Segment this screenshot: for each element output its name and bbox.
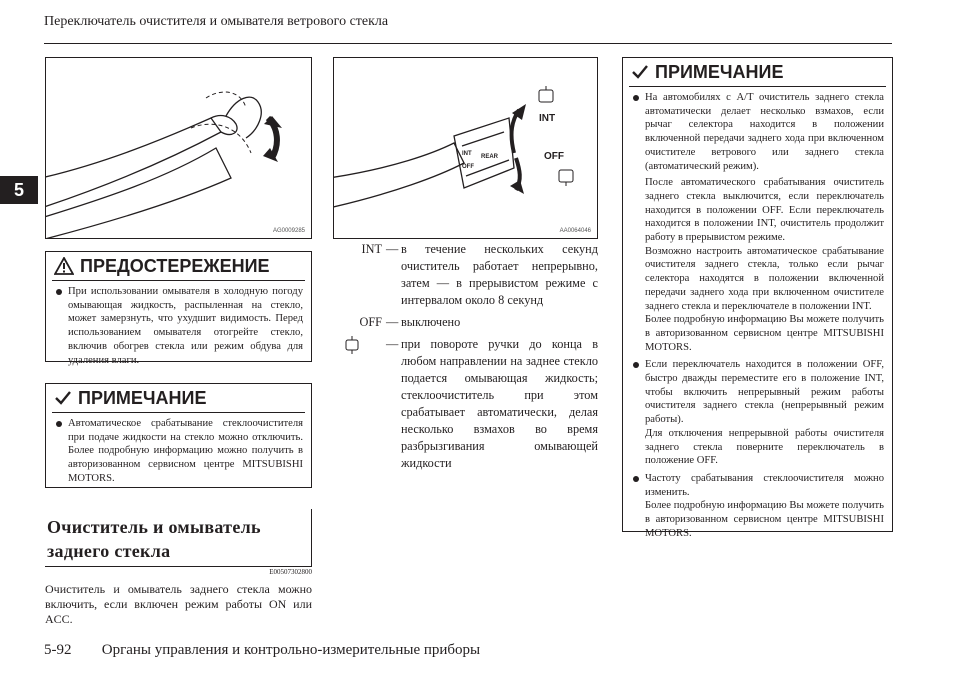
int-small-label: INT xyxy=(462,151,472,157)
note-item-continuation: Более подробную информацию Вы можете получить в авторизованном сервисном центре MITSUBISHI MOTORS. xyxy=(645,500,884,539)
figure-wiper-stalk xyxy=(45,57,312,239)
footer-section: Органы управления и контрольно-измерительные приборы xyxy=(101,642,481,658)
section-code: E00507302800 xyxy=(269,568,312,576)
wiper-stalk-twist-illustration xyxy=(46,58,312,239)
section-heading-box xyxy=(45,509,312,567)
note-header xyxy=(46,384,311,412)
chapter-tab: 5 xyxy=(0,176,38,204)
note-item-continuation: Для отключения непрерывной работы очистителя заднего стекла поверните переключатель в положение OFF. xyxy=(645,427,884,467)
section-paragraph: Очиститель и омыватель заднего стекла можно включить, если включен режим работы ON или ACC. xyxy=(45,582,312,626)
mode-row-int: INT — в течение нескольких секунд очиститель работает непрерывно, затем — в прерывистом режиме с интервалом около 8 секунд xyxy=(361,242,598,307)
rear-washer-icon-bottom xyxy=(559,170,573,186)
note-item: Если переключатель находится в положении OFF, быстро дважды переместите его в положение INT, чтобы включить непрерывный режим работы очистителя заднего стекла (непрерывный режим работы). xyxy=(633,358,884,427)
mode-row-washer: — при повороте ручки до конца в любом направлении на заднее стекло подается омывающая жидкость; стеклоочиститель при этом срабатывает автоматически, делая несколько взмахов во время разбрызгивания омывающей жидкости xyxy=(333,336,598,472)
page-number: 5-92 xyxy=(44,642,72,658)
figure-rear-wiper-switch xyxy=(333,57,598,239)
rear-washer-icon-top xyxy=(539,86,553,102)
off-small-label: OFF xyxy=(462,164,474,170)
mode-definition-list xyxy=(333,241,598,477)
note-item: Автоматическое срабатывание стеклоочистителя при подаче жидкости на стекло можно отключить. Более подробную информацию можно получить в авторизованном сервисном центре MITSUBISHI MOTORS. xyxy=(56,417,303,486)
note-item: Частоту срабатывания стеклоочистителя можно изменить. xyxy=(633,472,884,499)
warning-header xyxy=(46,252,311,280)
rear-label: REAR xyxy=(481,154,499,160)
note-item-continuation: Более подробную информацию Вы можете получить в авторизованном сервисном центре MITSUBISHI MOTORS. xyxy=(645,314,884,353)
section-title: Очиститель и омыватель заднего стекла xyxy=(47,517,261,561)
note-box-right xyxy=(622,57,893,539)
page-header-title: Переключатель очистителя и омывателя ветрового стекла xyxy=(44,14,389,29)
note-title: ПРИМЕЧАНИЕ xyxy=(78,387,207,408)
pencil-note-icon xyxy=(631,64,649,80)
warning-title: ПРЕДОСТЕРЕЖЕНИЕ xyxy=(80,255,270,276)
off-label: OFF xyxy=(544,151,564,162)
pencil-note-icon xyxy=(54,390,72,406)
note-item-continuation: Возможно настроить автоматическое срабатывание очистителя заднего стекла, только если рычаг селектора находятся в положении включенной передачи заднего хода при включенном очистителе заднего стекла и переключателе в положении INT. xyxy=(645,245,884,312)
note-item-continuation: После автоматического срабатывания очиститель заднего стекла выключится, если переключатель находится в положении OFF. Если переключатель находится в положении INT, очиститель продолжит работу в прерывистом режиме. xyxy=(645,177,884,244)
note-title: ПРИМЕЧАНИЕ xyxy=(655,61,784,82)
note-box xyxy=(45,383,312,488)
int-label: INT xyxy=(539,113,556,124)
warning-box xyxy=(45,251,312,366)
figure-code: AG0009285 xyxy=(272,228,305,234)
page-footer xyxy=(44,642,480,659)
header-divider xyxy=(44,43,892,44)
warning-item: При использовании омывателя в холодную погоду омывающая жидкость, распыленная на стекло, может замерзнуть, что ухудшит видимость. Перед использованием омывателя отогрейте стекло, включив обогрев стекла или режим обдува для удаления влаги. xyxy=(56,285,303,367)
rear-washer-icon xyxy=(333,336,386,472)
warning-triangle-icon xyxy=(54,257,74,275)
note-item: На автомобилях с A/T очиститель заднего стекла автоматически делает несколько взмахов, если рычаг селектора находится в положении включенной передачи заднего хода при включенном очистителе ветрового или заднего стекла (автоматический режим). xyxy=(633,91,884,173)
figure-code: AA0064046 xyxy=(559,228,591,234)
note-header xyxy=(623,58,892,86)
mode-row-off: OFF — выключено xyxy=(359,315,461,329)
rear-wiper-switch-illustration xyxy=(334,58,598,239)
